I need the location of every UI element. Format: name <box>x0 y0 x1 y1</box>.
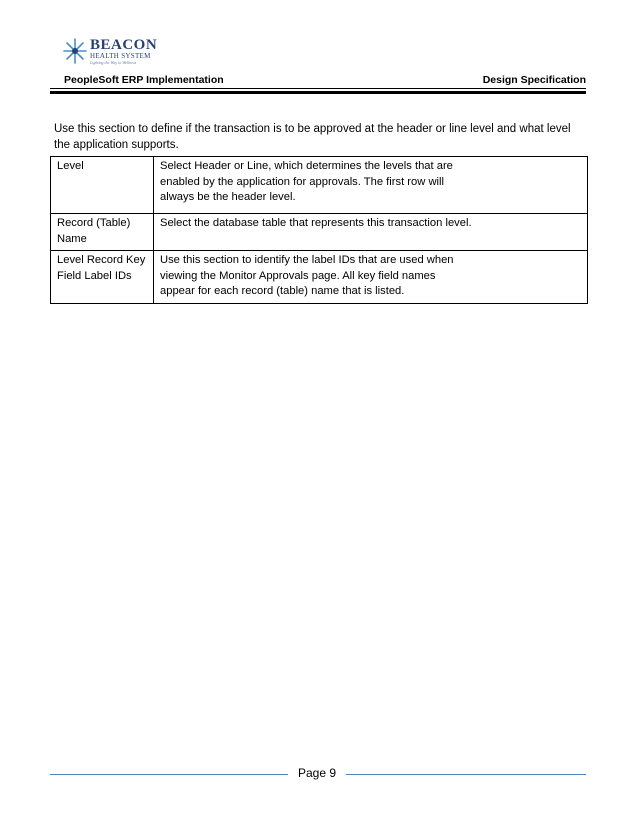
row-label-text: Level <box>57 160 84 172</box>
beacon-logo <box>62 36 162 68</box>
page-number: Page 9 <box>298 766 337 780</box>
row-description <box>154 251 588 304</box>
approval-levels-table <box>50 156 588 304</box>
row-label <box>51 251 154 304</box>
footer-rule-right <box>346 774 586 775</box>
footer-rule-left <box>50 774 288 775</box>
row-description <box>154 214 588 251</box>
table-row <box>51 251 588 304</box>
row-description-text: Use this section to identify the label IDs that are used when viewing the Monitor Approvals page. All key field names appear for each record (table) name that is listed. <box>160 254 454 297</box>
row-description <box>154 157 588 214</box>
header-rule-thin <box>50 88 586 89</box>
row-label-text: Record (Table) Name <box>57 217 131 245</box>
header-rule-thick <box>50 91 586 94</box>
row-description-text: Select Header or Line, which determines the levels that are enabled by the application for approvals. The first row will always be the header level. <box>160 160 453 203</box>
row-description-text: Select the database table that represents this transaction level. <box>160 217 472 229</box>
row-label-text: Level Record Key Field Label IDs <box>57 254 146 282</box>
logo-subtitle: HEALTH SYSTEM <box>90 52 151 60</box>
intro-paragraph: Use this section to define if the transaction is to be approved at the header or line level and what level the application supports. <box>54 123 571 151</box>
starburst-icon <box>62 36 88 66</box>
header-doc-type: Design Specification <box>482 74 586 86</box>
logo-wordmark: BEACON <box>90 37 158 53</box>
table-row <box>51 214 588 251</box>
row-label <box>51 157 154 214</box>
header-project-title: PeopleSoft ERP Implementation <box>64 74 224 86</box>
table-row <box>51 157 588 214</box>
row-label <box>51 214 154 251</box>
logo-tagline: Lighting the Way to Wellness <box>90 60 137 65</box>
